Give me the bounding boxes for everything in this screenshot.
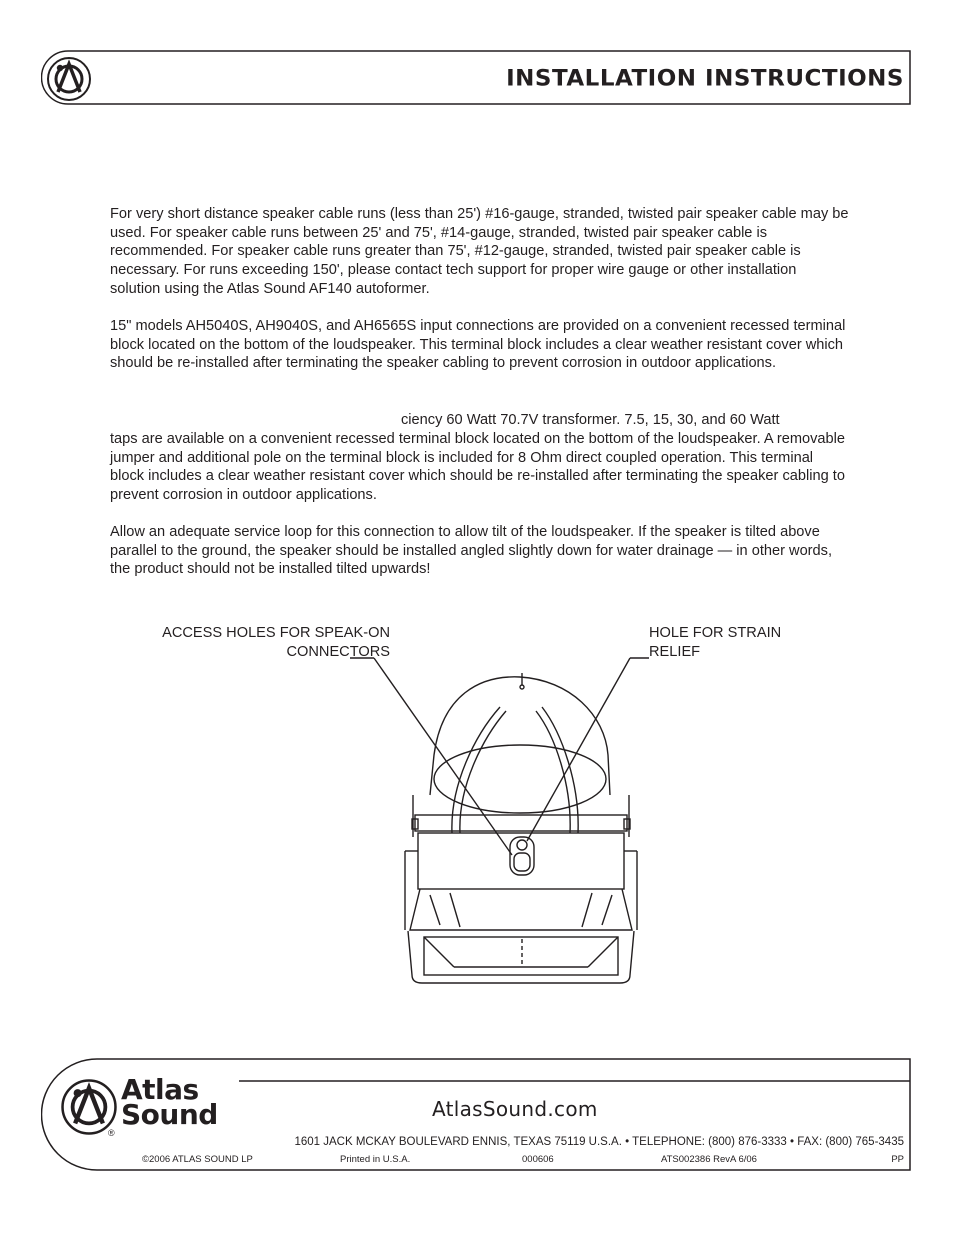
brand-wordmark (121, 1073, 218, 1131)
printed-in-text: Printed in U.S.A. (340, 1154, 411, 1165)
label-access-holes-line1: ACCESS HOLES FOR SPEAK-ON (162, 625, 390, 641)
website-link[interactable]: AtlasSound.com (432, 1097, 598, 1121)
label-strain-relief-line1: HOLE FOR STRAIN (649, 625, 782, 641)
brand-wordmark-line2: Sound (121, 1098, 218, 1131)
paragraph-transformer-taps: taps are available on a convenient recessed terminal block located on the bottom of the loudspeaker. A removable jumper and additional pole on the terminal block is included for 8 Ohm direct coupled operation. This terminal block includes a clear weather resistant cover which should be re-installed after terminating the speaker cabling to prevent corrosion in outdoor applications. (110, 431, 846, 504)
paragraph-cable-gauge: For very short distance speaker cable runs (less than 25') #16-gauge, stranded, twisted pair speaker cable may be used. For speaker cable runs between 25' and 75', #14-gauge, stranded, twisted pair speaker cable is recommended. For speaker cable runs greater than 75', #12-gauge, stranded, twisted pair speaker cable is necessary. For runs exceeding 150', please contact tech support for proper wire gauge or other installation solution using the Atlas Sound AF140 autoformer. (110, 206, 849, 297)
company-address: 1601 JACK MCKAY BOULEVARD ENNIS, TEXAS 75119 U.S.A. • TELEPHONE: (800) 876-3333 • FAX: (800) 765-3435 (294, 1136, 904, 1148)
page-title: INSTALLATION INSTRUCTIONS (506, 66, 904, 92)
paragraph-input-connections: 15" models AH5040S, AH9040S, and AH6565S input connections are provided on a convenient recessed terminal block located on the bottom of the loudspeaker. This terminal block includes a clear weather resistant cover which should be re-installed after terminating the speaker cabling to prevent corrosion in outdoor applications. (110, 318, 846, 372)
brand-wordmark-line1: Atlas (121, 1073, 199, 1106)
paragraph-service-loop: Allow an adequate service loop for this connection to allow tilt of the loudspeaker. If the speaker is tilted above parallel to the ground, the speaker should be installed angled slightly down for water drainage — in other words, the product should not be installed tilted upwards! (110, 524, 833, 578)
footer-code: 000606 (522, 1154, 554, 1165)
document-number: ATS002386 RevA 6/06 (661, 1154, 757, 1165)
paragraph-transformer-partial-line: ciency 60 Watt 70.7V transformer. 7.5, 15, 30, and 60 Watt (401, 412, 780, 428)
label-access-holes-line2: CONNECTORS (286, 644, 390, 660)
atlas-logo-icon (46, 56, 92, 102)
label-strain-relief (649, 624, 849, 662)
registered-mark: ® (108, 1128, 115, 1138)
label-strain-relief-line2: RELIEF (649, 644, 701, 660)
loudspeaker-bottom-view-drawing (330, 655, 650, 990)
copyright-text: ©2006 ATLAS SOUND LP (142, 1154, 253, 1165)
footer-initials: PP (891, 1154, 904, 1165)
